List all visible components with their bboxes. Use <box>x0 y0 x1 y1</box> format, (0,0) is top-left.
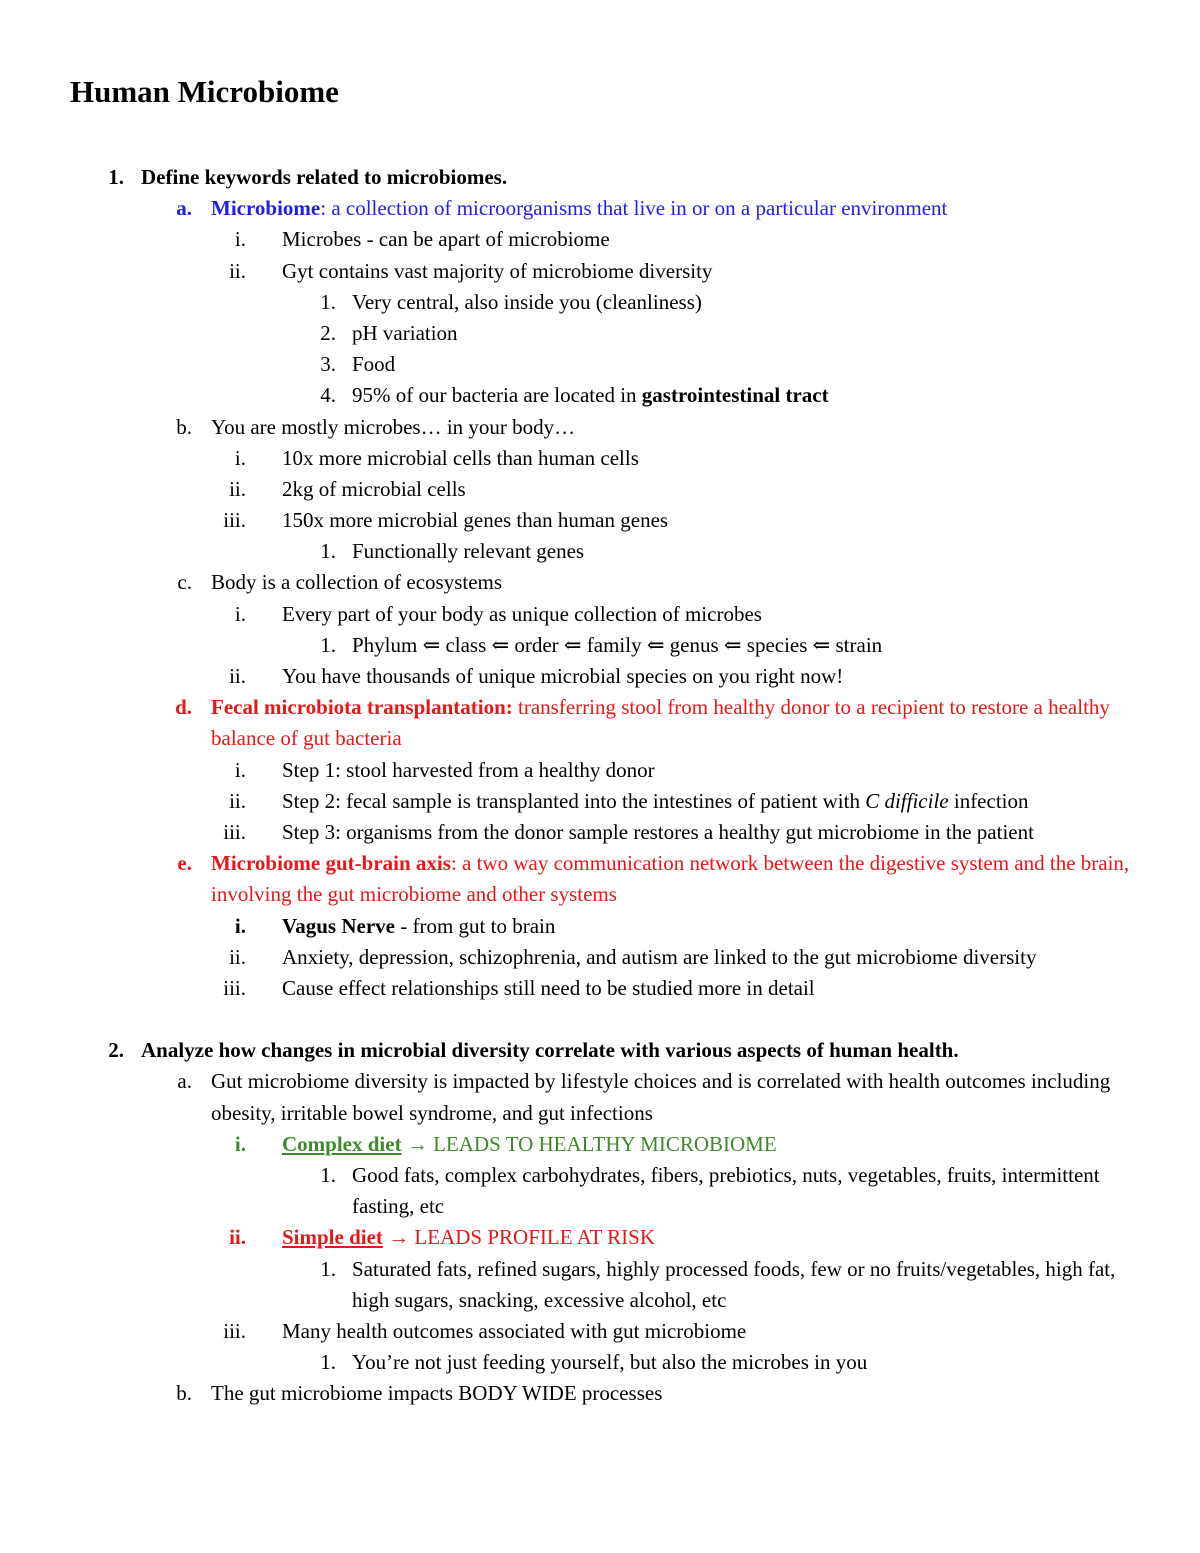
list-item <box>0 505 1200 536</box>
item-text: Food <box>352 352 396 377</box>
list-item <box>0 661 1200 692</box>
list-item <box>0 911 1200 942</box>
list-item <box>0 1160 1200 1222</box>
list-item <box>0 817 1200 848</box>
item-text: Many health outcomes associated with gut microbiome <box>282 1319 747 1344</box>
list-item <box>0 443 1200 474</box>
list-marker: 1. <box>108 165 124 189</box>
list-item-complex-diet <box>0 1129 1200 1160</box>
list-marker: ii. <box>229 944 246 969</box>
list-marker: iii. <box>223 819 246 844</box>
list-marker: ii. <box>229 1225 246 1250</box>
list-marker: 2. <box>108 1038 124 1063</box>
bold-term: gastrointestinal tract <box>641 383 829 408</box>
list-marker: 1. <box>320 539 336 564</box>
term: Microbiome <box>211 196 321 221</box>
list-marker: iii. <box>223 1319 246 1344</box>
list-marker: i. <box>234 757 246 782</box>
list-item <box>0 349 1200 380</box>
bold-term: Vagus Nerve <box>282 913 395 938</box>
item-text: You are mostly microbes… in your body… <box>211 414 576 439</box>
item-text: You’re not just feeding yourself, but also the microbes in you <box>352 1350 868 1375</box>
list-marker: ii. <box>229 258 246 283</box>
list-item <box>0 1066 1200 1128</box>
list-marker: a. <box>177 1069 192 1094</box>
item-text <box>282 786 1142 817</box>
list-item <box>0 256 1200 287</box>
list-marker: ii. <box>229 788 246 813</box>
item-text: Gyt contains vast majority of microbiome diversity <box>282 258 713 283</box>
list-marker: i. <box>234 913 246 938</box>
list-marker: i. <box>234 227 246 252</box>
list-item <box>0 786 1200 817</box>
item-text: Cause effect relationships still need to be studied more in detail <box>282 975 815 1000</box>
item-text: Step 1: stool harvested from a healthy donor <box>282 757 655 782</box>
item-text <box>282 911 1142 942</box>
definition-text <box>211 848 1136 910</box>
list-marker: 1. <box>320 1256 336 1281</box>
section-2-heading <box>0 1035 1200 1066</box>
list-marker: i. <box>234 1131 246 1156</box>
item-text: Saturated fats, refined sugars, highly processed foods, few or no fruits/vegetables, high fat, high sugars, snacking, excessive alcohol, etc <box>352 1256 1116 1312</box>
list-item-fmt <box>0 692 1200 754</box>
list-item <box>0 1254 1200 1316</box>
item-text: Phylum ⇐ class ⇐ order ⇐ family ⇐ genus ⇐ species ⇐ strain <box>352 632 883 657</box>
text-part: - from gut to brain <box>394 913 556 938</box>
item-text: Step 3: organisms from the donor sample restores a healthy gut microbiome in the patient <box>282 819 1034 844</box>
text-part: infection <box>948 788 1029 813</box>
definition-text <box>211 193 1136 224</box>
term: Microbiome gut-brain axis <box>211 851 451 876</box>
list-item-simple-diet <box>0 1222 1200 1253</box>
list-marker: 1. <box>320 632 336 657</box>
section-1-heading <box>0 162 1200 193</box>
list-marker: i. <box>234 601 246 626</box>
list-marker: b. <box>176 414 192 439</box>
list-item <box>0 973 1200 1004</box>
item-text: Very central, also inside you (cleanliness) <box>352 289 702 314</box>
item-text: Body is a collection of ecosystems <box>211 570 503 595</box>
list-marker: c. <box>177 570 192 595</box>
item-text: Good fats, complex carbohydrates, fibers, prebiotics, nuts, vegetables, fruits, intermittent fasting, etc <box>352 1163 1100 1219</box>
list-item <box>0 755 1200 786</box>
list-marker: 1. <box>320 1350 336 1375</box>
list-item <box>0 1378 1200 1409</box>
item-text: Functionally relevant genes <box>352 539 585 564</box>
list-marker: 2. <box>320 320 336 345</box>
list-marker: ii. <box>229 664 246 688</box>
list-item <box>0 630 1200 661</box>
item-text: The gut microbiome impacts BODY WIDE processes <box>211 1381 663 1406</box>
diet-term: Complex diet <box>282 1131 402 1156</box>
list-marker: a. <box>176 196 192 221</box>
list-item <box>0 536 1200 567</box>
list-item <box>0 942 1200 973</box>
item-text: Every part of your body as unique collection of microbes <box>282 601 762 626</box>
item-text: 150x more microbial genes than human genes <box>282 508 669 533</box>
list-item <box>0 474 1200 505</box>
heading-text: Analyze how changes in microbial diversity correlate with various aspects of human health. <box>141 1038 959 1063</box>
item-text <box>282 1129 1142 1160</box>
list-marker: iii. <box>223 975 246 1000</box>
list-marker: i. <box>234 445 246 470</box>
text-part: Step 2: fecal sample is transplanted into the intestines of patient with <box>282 788 866 813</box>
list-item <box>0 1316 1200 1347</box>
list-marker: iii. <box>223 508 246 533</box>
item-text <box>352 380 1142 411</box>
item-text: 2kg of microbial cells <box>282 476 466 501</box>
document-body <box>0 162 1200 1410</box>
heading-text: Define keywords related to microbiomes. <box>141 165 508 189</box>
item-text: Gut microbiome diversity is impacted by lifestyle choices and is correlated with health outcomes including obesity, irritable bowel syndrome, and gut infections <box>211 1069 1111 1125</box>
diet-term: Simple diet <box>282 1225 383 1250</box>
list-item <box>0 599 1200 630</box>
item-text: You have thousands of unique microbial species on you right now! <box>282 664 844 688</box>
item-text: Microbes - can be apart of microbiome <box>282 227 610 252</box>
list-item <box>0 318 1200 349</box>
item-text: 10x more microbial cells than human cells <box>282 445 639 470</box>
list-item <box>0 567 1200 598</box>
term: Fecal microbiota transplantation: <box>211 695 513 720</box>
list-item <box>0 224 1200 255</box>
list-marker: b. <box>176 1381 192 1406</box>
spacer <box>0 1004 1200 1035</box>
definition: : a collection of microorganisms that live in or on a particular environment <box>320 196 948 221</box>
list-item <box>0 412 1200 443</box>
list-marker: 1. <box>320 1163 336 1188</box>
text-part: → LEADS TO HEALTHY MICROBIOME <box>401 1131 777 1156</box>
list-item <box>0 380 1200 411</box>
list-marker: 4. <box>320 383 336 408</box>
list-marker: ii. <box>229 476 246 501</box>
list-marker: 3. <box>320 352 336 377</box>
definition: : a two way communication network between the digestive system and the brain, involving the gut microbiome and other systems <box>211 851 1130 907</box>
item-text <box>282 1222 1142 1253</box>
list-marker: 1. <box>320 289 336 314</box>
list-item-microbiome <box>0 193 1200 224</box>
text-part: → LEADS PROFILE AT RISK <box>382 1225 655 1250</box>
list-marker: e. <box>177 851 192 876</box>
list-marker: d. <box>175 695 192 720</box>
list-item <box>0 1347 1200 1378</box>
list-item-gut-brain <box>0 848 1200 910</box>
italic-term: C difficile <box>865 788 949 813</box>
text-part: 95% of our bacteria are located in <box>352 383 642 408</box>
item-text: Anxiety, depression, schizophrenia, and autism are linked to the gut microbiome diversity <box>282 944 1037 969</box>
list-item <box>0 287 1200 318</box>
page-title: Human Microbiome <box>70 74 339 109</box>
item-text: pH variation <box>352 320 458 345</box>
definition-text <box>211 692 1136 754</box>
definition: transferring stool from healthy donor to a recipient to restore a healthy balance of gut bacteria <box>211 695 1110 751</box>
